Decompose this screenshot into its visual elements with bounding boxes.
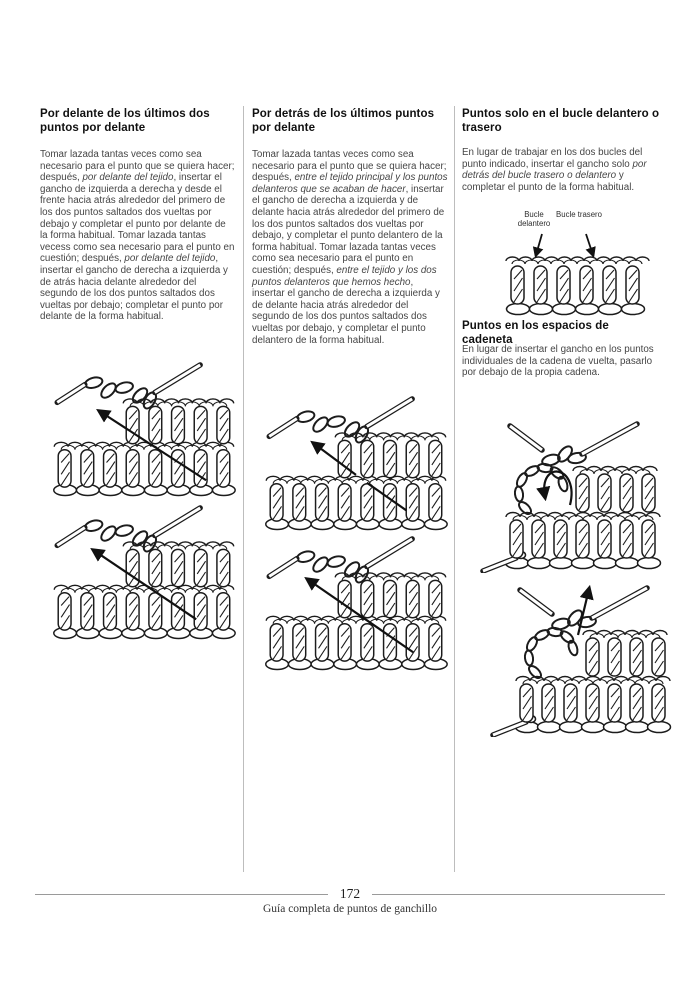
diagram-chain-space-step-1 — [476, 413, 666, 573]
label-back-loop: Bucle trasero — [556, 210, 602, 219]
column-divider-right — [454, 106, 455, 872]
diagram-front-post-step-1 — [48, 360, 236, 498]
page-number: 172 — [339, 886, 361, 901]
crochet-swatch — [266, 399, 447, 530]
heading-front-of-last-two-posts: Por delante de los últimos dos puntos por delante — [40, 108, 210, 134]
back-loop-arrow — [586, 234, 593, 255]
footer-page-number-row — [35, 886, 665, 902]
diagram-front-back-loop — [498, 210, 663, 320]
paragraph-front-or-back-loop-only: En lugar de trabajar en los dos bucles del punto indicado, insertar el gancho solo por detrás del bucle trasero o delantero y completar el punto de la forma habitual. — [462, 147, 647, 193]
heading-chain-space-stitches: Puntos en los espacios de cadeneta — [462, 320, 609, 346]
diagram-front-post-step-2 — [48, 503, 236, 641]
book-title: Guía completa de puntos de ganchillo — [262, 903, 438, 915]
pull-up-arrow — [578, 589, 589, 635]
heading-front-or-back-loop-only: Puntos solo en el bucle delantero o trasero — [462, 108, 660, 134]
column-divider-left — [243, 106, 244, 872]
crochet-swatch — [266, 539, 447, 670]
paragraph-front-of-last-two-posts: Tomar lazada tantas veces como sea necesario para el punto que se quiera hacer; después, por delante del tejido, insertar el gancho de izquierda a derecha y desde el frente hacia atrás alrededor del primero de los dos puntos saltados dos vueltas por debajo y completar el punto por delante de la forma habitual. Tomar lazada tantas vecess como sea necesario para el punto en cuestión; después, por delante del tejido, insertar el gancho de derecha a izquierda y de atrás hacia delante alrededor del segundo de los dos puntos saltados dos vueltas por debajo; completar el punto por delante de la forma habitual. — [40, 149, 235, 323]
footer-rule-right — [372, 894, 665, 895]
label-front-loop: Bucle delantero — [517, 210, 551, 228]
paragraph-behind-last-posts: Tomar lazada tantas veces como sea necesario para el punto que se quiera hacer; después, entre el tejido principal y los puntos delanteros que se acaban de hacer, insertar el gancho de derecha a izquierda y de delante hacia atrás alrededor del primero de los dos puntos saltados dos vueltas por debajo, y completar el punto delantero de la forma habitual. Tomar lazada tantas veces como sea necesario para el punto en cuestión; después, entre el tejido y los dos puntos delanteros que hemos hecho, insertar el gancho de derecha a izquierda y de delante hacia atrás alrededor del segundo de los dos puntos saltados dos vueltas por debajo, y completar el punto delantero de la forma habitual. — [252, 149, 448, 346]
crochet-swatch — [54, 365, 235, 496]
heading-behind-last-posts: Por detrás de los últimos puntos por delante — [252, 108, 435, 134]
diagram-behind-post-step-1 — [260, 394, 448, 532]
footer-rule-left — [35, 894, 328, 895]
paragraph-chain-space-stitches: En lugar de insertar el gancho en los puntos individuales de la cadena de vuelta, pasarlo por debajo de la propia cadena. — [462, 344, 654, 379]
diagram-behind-post-step-2 — [260, 534, 448, 672]
front-loop-arrow — [536, 234, 542, 255]
diagram-chain-space-step-2 — [486, 577, 676, 737]
crochet-swatch — [54, 508, 235, 639]
crochet-swatch — [493, 588, 671, 735]
